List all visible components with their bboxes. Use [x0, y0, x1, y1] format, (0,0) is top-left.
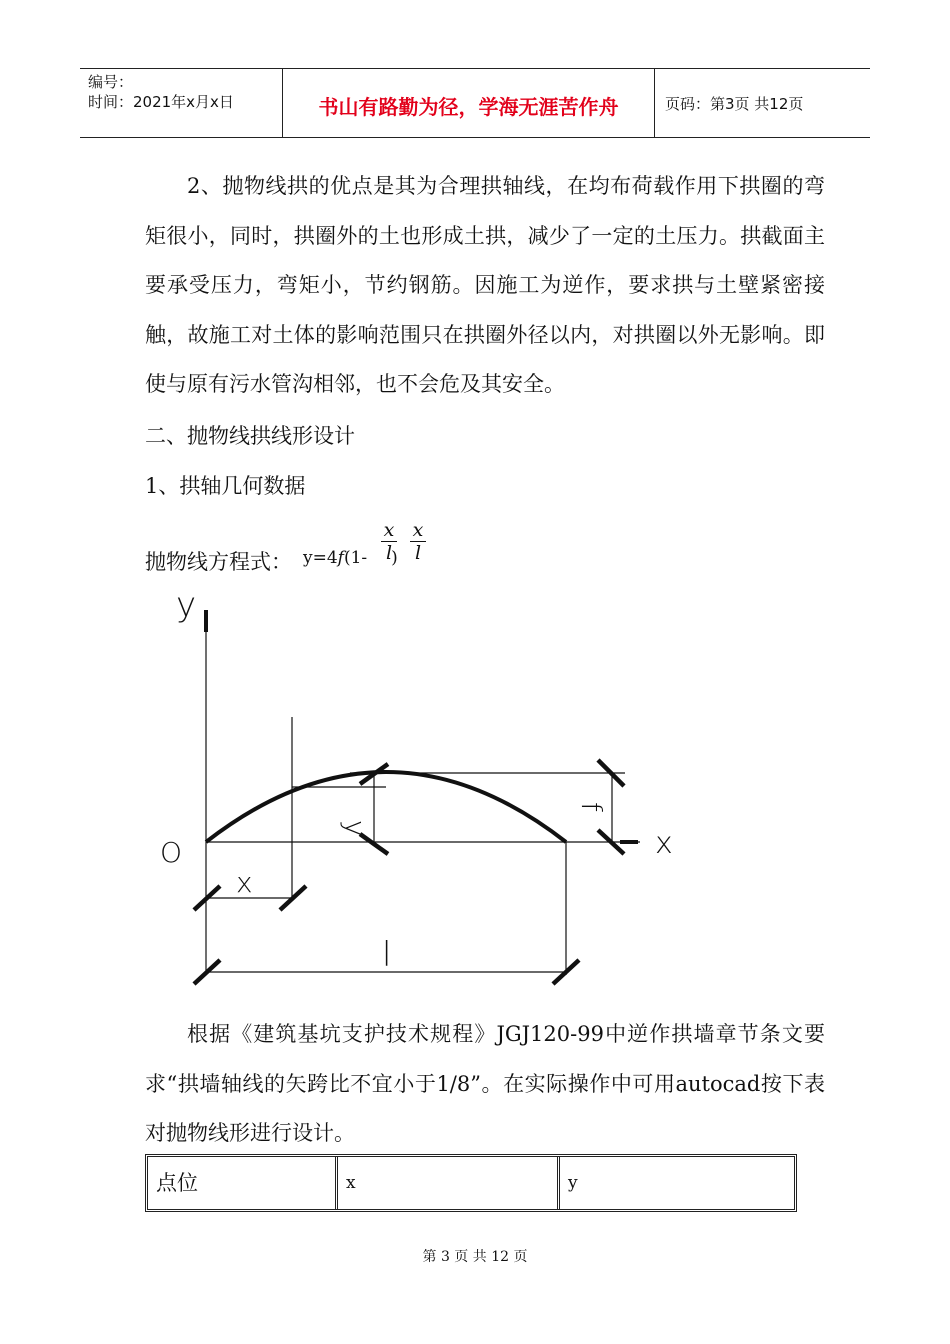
- fraction-1-denominator: l: [385, 542, 393, 564]
- paragraph-specification: 根据《建筑基坑支护技术规程》JGJ120-99中逆作拱墙章节条文要求“拱墙轴线的矢跨比不宜小于1/8”。在实际操作中可用autocad按下表对抛物线形进行设计。: [145, 1022, 825, 1145]
- equation-label: 抛物线方程式：: [145, 550, 292, 574]
- diagram-axis-x-label: x: [655, 826, 673, 861]
- header-right-cell: [655, 69, 870, 137]
- header-left-cell: [80, 69, 283, 137]
- header-page-info: 页码：第3页 共12页: [665, 95, 804, 113]
- fraction-2: [410, 520, 426, 563]
- table-header-x: x: [338, 1157, 560, 1209]
- table-header-y: y: [568, 1173, 578, 1193]
- design-table: [145, 1154, 797, 1212]
- diagram-origin-label: O: [160, 836, 183, 869]
- diagram-axis-y-label: y: [176, 585, 197, 625]
- subsection-heading: 1、拱轴几何数据: [145, 474, 306, 498]
- fraction-1: [381, 520, 397, 563]
- equation-prefix: y=4: [303, 548, 338, 568]
- table-header-point: 点位: [148, 1157, 338, 1209]
- diagram-f-dimension-label: f: [575, 802, 608, 812]
- equation-open: (1-: [343, 548, 368, 568]
- diagram-l-dimension-label: l: [382, 935, 392, 975]
- parabola-arch-diagram: [150, 580, 710, 1000]
- section-heading: 二、抛物线拱线形设计: [145, 424, 355, 448]
- fraction-1-numerator: x: [383, 519, 395, 541]
- fraction-2-denominator: l: [414, 542, 422, 564]
- document-number-label: 编号：: [88, 73, 134, 91]
- header-middle-cell: [283, 69, 655, 137]
- header-motto: 书山有路勤为径，学海无涯苦作舟: [318, 95, 619, 119]
- page-footer: 第 3 页 共 12 页: [422, 1249, 528, 1265]
- fraction-2-numerator: x: [412, 519, 424, 541]
- diagram-x-dimension-label: x: [236, 866, 253, 899]
- diagram-y-dimension-label: y: [339, 820, 372, 837]
- document-date: 时间：2021年x月x日: [88, 93, 234, 111]
- equation-close: ): [391, 548, 398, 568]
- page-header: [80, 68, 870, 138]
- parabola-equation: [145, 520, 545, 580]
- paragraph-advantages: 2、抛物线拱的优点是其为合理拱轴线，在均布荷载作用下拱圈的弯矩很小，同时，拱圈外的土也形成土拱，减少了一定的土压力。拱截面主要承受压力，弯矩小，节约钢筋。因施工为逆作，要求拱与土壁紧密接触，故施工对土体的影响范围只在拱圈外径以内，对拱圈以外无影响。即使与原有污水管沟相邻，也不会危及其安全。: [145, 174, 825, 396]
- parabola-curve: [206, 772, 566, 842]
- equation-f: f: [337, 548, 344, 568]
